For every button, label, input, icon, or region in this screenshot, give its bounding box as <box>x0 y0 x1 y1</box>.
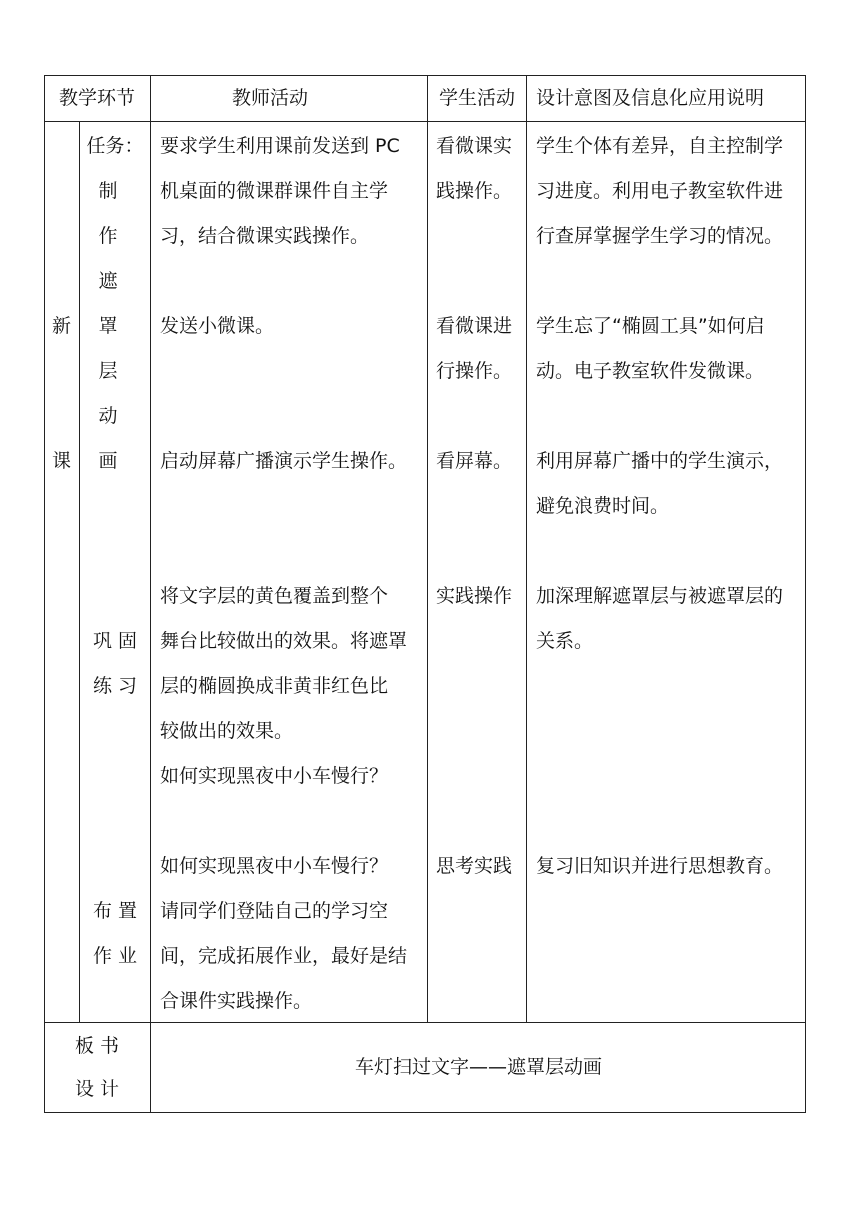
design-text: 学生个体有差异，自主控制学 <box>536 135 784 157</box>
student-text: 看微课进 <box>436 315 513 337</box>
header-student: 学生活动 <box>438 87 515 109</box>
design-text: 关系。 <box>536 630 594 652</box>
design-text: 习进度。利用电子教室软件进 <box>536 180 784 202</box>
student-text: 行操作。 <box>436 360 513 382</box>
design-text: 学生忘了“椭圆工具”如何启 <box>536 315 765 337</box>
design-text: 利用屏幕广播中的学生演示， <box>536 450 784 472</box>
stage-main-char: 新 <box>51 315 71 337</box>
teacher-text: 启动屏幕广播演示学生操作。 <box>160 450 408 472</box>
teacher-text: 如何实现黑夜中小车慢行？ <box>160 855 389 877</box>
teacher-text: 层的椭圆换成非黄非红色比 <box>160 675 389 697</box>
header-stage: 教学环节 <box>58 87 135 109</box>
teacher-text: 如何实现黑夜中小车慢行？ <box>160 765 389 787</box>
teacher-text: 机桌面的微课群课件自主学 <box>160 180 389 202</box>
teacher-text: 请同学们登陆自己的学习空 <box>160 900 389 922</box>
teacher-text: 将文字层的黄色覆盖到整个 <box>160 585 389 607</box>
teacher-text: 习，结合微课实践操作。 <box>160 225 370 247</box>
teacher-text: 舞台比较做出的效果。将遮罩 <box>160 630 408 652</box>
student-text: 看屏幕。 <box>436 450 513 472</box>
stage-main-char: 课 <box>51 450 71 472</box>
student-text: 践操作。 <box>436 180 513 202</box>
teacher-text: 要求学生利用课前发送到 PC <box>160 135 400 157</box>
header-teacher: 教师活动 <box>231 87 308 109</box>
board-design-content: 车灯扫过文字——遮罩层动画 <box>354 1056 602 1078</box>
student-text: 思考实践 <box>436 855 513 877</box>
teacher-text: 间，完成拓展作业，最好是结 <box>160 945 408 967</box>
teacher-text: 发送小微课。 <box>160 315 275 337</box>
student-text: 实践操作 <box>436 585 513 607</box>
design-text: 动。电子教室软件发微课。 <box>536 360 765 382</box>
design-text: 加深理解遮罩层与被遮罩层的 <box>536 585 784 607</box>
design-text: 复习旧知识并进行思想教育。 <box>536 855 784 877</box>
design-text: 避免浪费时间。 <box>536 495 670 517</box>
header-design: 设计意图及信息化应用说明 <box>536 87 765 109</box>
design-text: 行查屏掌握学生学习的情况。 <box>536 225 784 247</box>
teacher-text: 较做出的效果。 <box>160 720 294 742</box>
teacher-text: 合课件实践操作。 <box>160 990 313 1012</box>
student-text: 看微课实 <box>436 135 513 157</box>
